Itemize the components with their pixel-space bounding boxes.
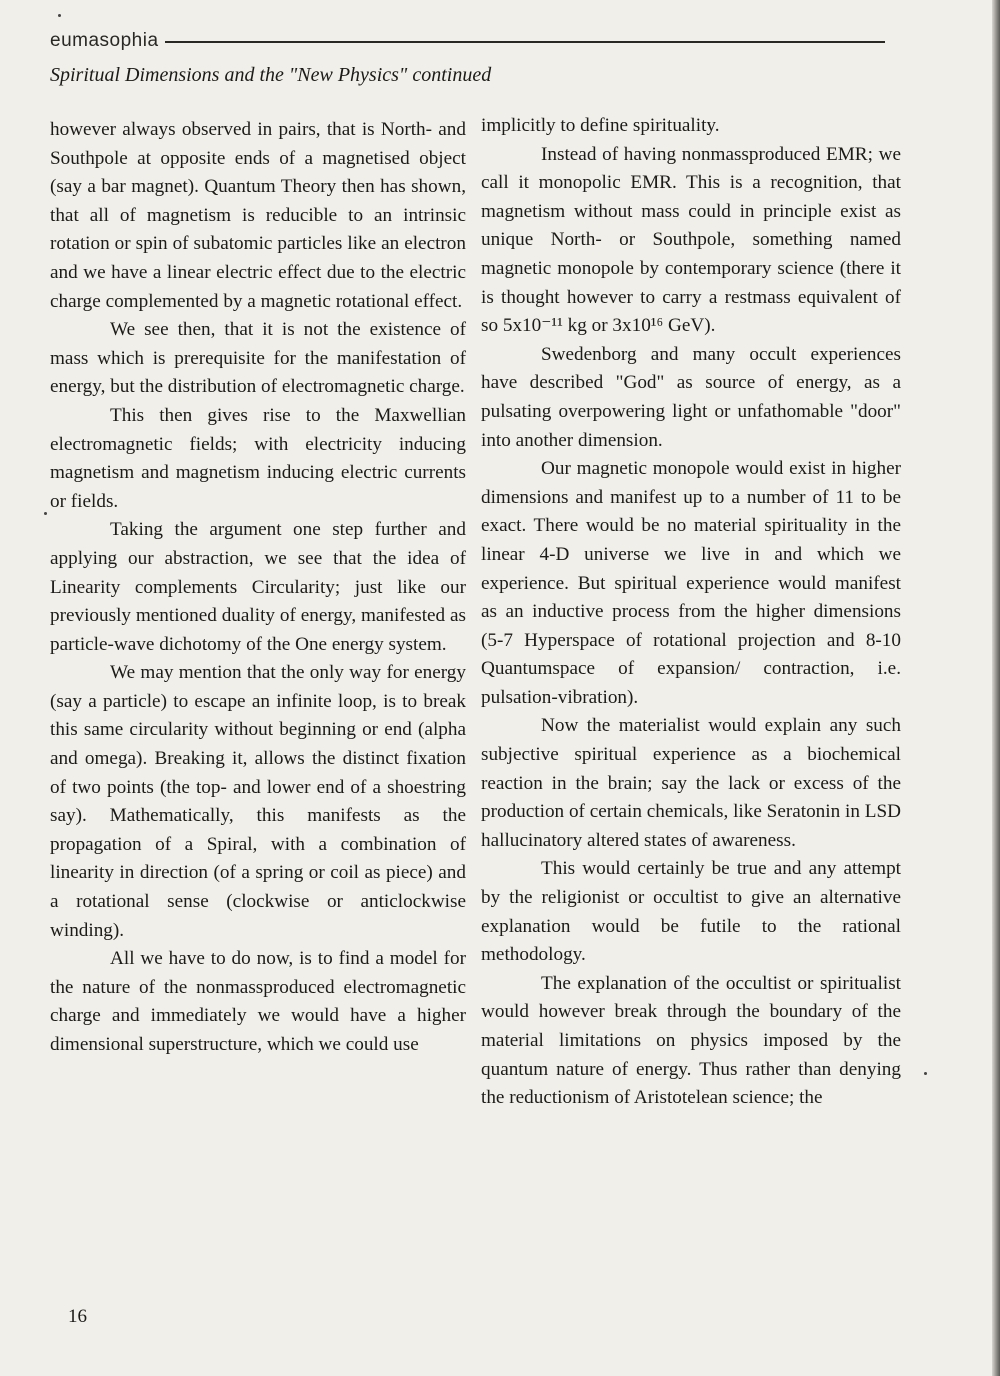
paragraph: All we have to do now, is to find a model for the nature of the nonmassproduced electromagnetic charge and immediately we would have a higher dimensional superstructure, which we could use	[50, 948, 466, 1055]
print-speck	[58, 14, 61, 17]
print-speck	[924, 1072, 927, 1075]
page-number: 16	[68, 1306, 87, 1327]
header-rule	[50, 41, 885, 43]
paragraph: Taking the argument one step further and applying our abstraction, we see that the idea of Linearity complements Circularity; just like our previously mentioned duality of energy, manifested as particle-wave dichotomy of the One energy system.	[50, 519, 466, 655]
publication-name: eumasophia	[50, 30, 165, 52]
paragraph: Swedenborg and many occult experiences have described "God" as source of energy, as a pulsating overpowering light or unfathomable "door" into another dimension.	[481, 343, 901, 451]
paragraph: Now the materialist would explain any such subjective spiritual experience as a biochemical reaction in the brain; say the lack or excess of the production of certain chemicals, like Seratonin in LSD hallucinatory altered states of awareness.	[481, 715, 901, 851]
right-column	[481, 112, 901, 1113]
paragraph: however always observed in pairs, that is North- and Southpole at opposite ends of a magnetised object (say a bar magnet). Quantum Theory then has shown, that all of magnetism is reducible to an intrinsic rotation or spin of subatomic particles like an electron and we have a linear electric effect due to the electric charge complemented by a magnetic rotational effect.	[50, 119, 466, 312]
article-title-text: Spiritual Dimensions and the "New Physics"	[50, 64, 408, 86]
paragraph: Our magnetic monopole would exist in higher dimensions and manifest up to a number of 11 to be exact. There would be no material spirituality in the linear 4-D universe we live in and which we experience. But spiritual experience would manifest as an inductive process from the higher dimensions (5-7 Hyperspace of rotational projection and 8-10 Quantumspace of expansion/ contraction, i.e. pulsation-vibration).	[481, 458, 901, 708]
paragraph: Instead of having nonmassproduced EMR; we call it monopolic EMR. This is a recognition, that magnetism without mass could in principle exist as unique North- or Southpole, something named magnetic monopole by contemporary science (there it is thought however to carry a restmass equivalent of so 5x10⁻¹¹ kg or 3x10¹⁶ GeV).	[481, 143, 901, 337]
article-title	[50, 64, 750, 87]
paragraph: We may mention that the only way for energy (say a particle) to escape an infinite loop, is to break this same circularity without beginning or end (alpha and omega). Breaking it, allows the distinct fixation of two points (the top- and lower end of a shoestring say). Mathematically, this manifests as the propagation of a Spiral, with a combination of linearity in direction (of a spring or coil as piece) and a rotational sense (clockwise or anticlockwise winding).	[50, 662, 466, 941]
left-column	[50, 116, 466, 1060]
paragraph: implicitly to define spirituality.	[481, 115, 720, 136]
paragraph: This would certainly be true and any attempt by the religionist or occultist to give an alternative explanation would be futile to the rational methodology.	[481, 858, 901, 966]
running-header	[50, 30, 885, 54]
print-speck	[44, 512, 47, 515]
continued-label: continued	[412, 64, 492, 86]
paragraph: The explanation of the occultist or spiritualist would however break through the boundary of the material limitations on physics imposed by the quantum nature of energy. Thus rather than denying the reductionism of Aristotelean science; the	[481, 972, 901, 1109]
paragraph: We see then, that it is not the existence of mass which is prerequisite for the manifestation of energy, but the distribution of electromagnetic charge.	[50, 319, 466, 398]
page-edge-shadow	[992, 0, 1000, 1376]
paragraph: This then gives rise to the Maxwellian electromagnetic fields; with electricity inducing magnetism and magnetism inducing electric currents or fields.	[50, 404, 466, 512]
